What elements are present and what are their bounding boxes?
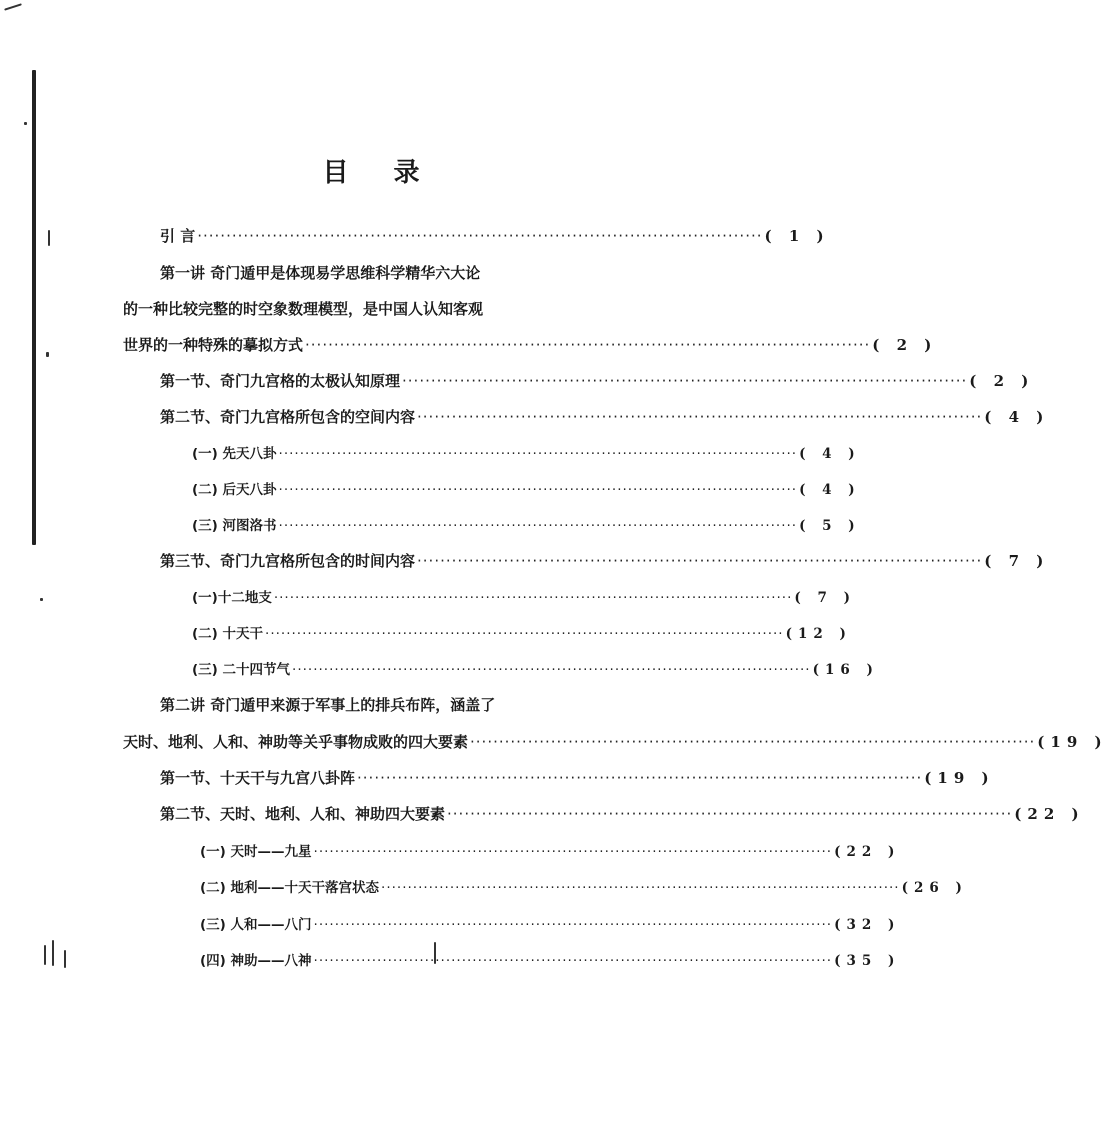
toc-entry-label: (二) 十天干 [192, 626, 264, 642]
toc-entry-lecture1-cont [123, 298, 620, 320]
toc-entry-label: (二) 后天八卦 [192, 482, 277, 498]
toc-entry-label: (一) 天时——九星 [200, 844, 312, 860]
leader-dots: ·································································································· [417, 408, 983, 426]
toc-entry-label: (一)十二地支 [192, 590, 272, 606]
toc-page-number: ( 7 ) [984, 552, 1050, 570]
toc-entry-section [160, 370, 1035, 392]
toc-entry-section [160, 406, 1050, 428]
toc-entry-label: (二) 地利——十天干落宫状态 [200, 880, 380, 896]
toc-page-number: (35 ) [834, 953, 901, 969]
toc-entry-subsection [192, 443, 861, 465]
leader-dots: ·································································································· [470, 733, 1036, 751]
toc-entry-lecture2 [160, 694, 620, 716]
leader-dots: ·································································································· [313, 953, 833, 969]
leader-dots: ·································································································· [402, 372, 968, 390]
scan-mark [46, 352, 49, 357]
toc-page-number: ( 5 ) [799, 518, 861, 534]
scan-mark [64, 950, 66, 968]
leader-dots: ·································································································· [278, 482, 798, 498]
toc-entry-label: 世界的一种特殊的摹拟方式 [123, 336, 304, 354]
toc-entry-subsection [192, 587, 856, 609]
toc-entry-label: 引 言 [160, 227, 196, 245]
toc-entry-label: 第二节、奇门九宫格所包含的空间内容 [160, 408, 416, 426]
toc-entry-lecture2-end [123, 731, 1108, 753]
toc-entry-lecture1 [160, 262, 620, 284]
scan-mark [44, 945, 46, 965]
scan-mark [4, 3, 22, 10]
leader-dots: ·································································································· [381, 880, 900, 896]
toc-entry-subsection [192, 623, 852, 645]
scan-mark [48, 230, 50, 246]
toc-entry-subsection [200, 877, 968, 899]
leader-dots: ·································································································· [292, 662, 811, 678]
toc-entry-label: (四) 神助——八神 [200, 953, 312, 969]
leader-dots: ·································································································· [278, 446, 798, 462]
toc-page-number: ( 1 ) [764, 227, 830, 245]
toc-entry-subsection [192, 479, 861, 501]
leader-dots: ·································································································· [447, 805, 1013, 823]
leader-dots: ·································································································· [417, 552, 983, 570]
toc-entry-label: 第二节、天时、地利、人和、神助四大要素 [160, 805, 446, 823]
toc-entry-label: 天时、地利、人和、神助等关乎事物成败的四大要素 [123, 733, 469, 751]
toc-entry-label: 第二讲 奇门遁甲来源于军事上的排兵布阵，涵盖了 [160, 696, 496, 714]
toc-entry-subsection [200, 841, 901, 863]
toc-entry-label: (三) 河图洛书 [192, 518, 277, 534]
toc-entry-label: 第一节、奇门九宫格的太极认知原理 [160, 372, 401, 390]
scan-mark [40, 598, 43, 601]
toc-entry-label: (一) 先天八卦 [192, 446, 277, 462]
toc-entry-subsection [200, 914, 901, 936]
page-title: 目 录 [322, 158, 438, 188]
toc-entry-label: 的一种比较完整的时空象数理模型，是中国人认知客观 [123, 300, 484, 318]
toc-entry-subsection [192, 515, 861, 537]
toc-page-number: ( 2 ) [872, 336, 938, 354]
toc-page-number: (22 ) [834, 844, 901, 860]
toc-page-number: (26 ) [901, 880, 968, 896]
toc-page-number: ( 2 ) [969, 372, 1035, 390]
toc-entry-intro [160, 225, 830, 247]
toc-page-number: ( 7 ) [794, 590, 856, 606]
leader-dots: ·································································································· [265, 626, 784, 642]
toc-page-number: (22 ) [1014, 805, 1085, 823]
toc-page-number: ( 4 ) [799, 446, 861, 462]
toc-entry-section [160, 803, 1085, 825]
leader-dots: ·································································································· [313, 844, 833, 860]
toc-page-number: ( 4 ) [984, 408, 1050, 426]
toc-entry-label: (三) 人和——八门 [200, 917, 312, 933]
toc-entry-label: 第三节、奇门九宫格所包含的时间内容 [160, 552, 416, 570]
leader-dots: ·································································································· [313, 917, 833, 933]
toc-entry-label: (三) 二十四节气 [192, 662, 291, 678]
toc-page-number: (19 ) [924, 769, 995, 787]
toc-page-number: (19 ) [1037, 733, 1108, 751]
leader-dots: ·································································································· [357, 769, 923, 787]
toc-page-number: (32 ) [834, 917, 901, 933]
leader-dots: ·································································································· [273, 590, 793, 606]
toc-entry-section [160, 550, 1050, 572]
leader-dots: ·································································································· [197, 227, 763, 245]
leader-dots: ·································································································· [305, 336, 871, 354]
toc-entry-lecture1-end [123, 334, 938, 356]
binding-edge [32, 70, 36, 545]
toc-entry-subsection [200, 950, 901, 972]
toc-entry-subsection [192, 659, 879, 681]
toc-entry-section [160, 767, 995, 789]
toc-page-number: (12 ) [785, 626, 852, 642]
leader-dots: ·································································································· [278, 518, 798, 534]
toc-page-number: (16 ) [812, 662, 879, 678]
toc-page-number: ( 4 ) [799, 482, 861, 498]
scan-mark [52, 940, 54, 966]
scan-mark [24, 122, 27, 125]
toc-entry-label: 第一节、十天干与九宫八卦阵 [160, 769, 356, 787]
toc-entry-label: 第一讲 奇门遁甲是体现易学思维科学精华六大论 [160, 264, 481, 282]
